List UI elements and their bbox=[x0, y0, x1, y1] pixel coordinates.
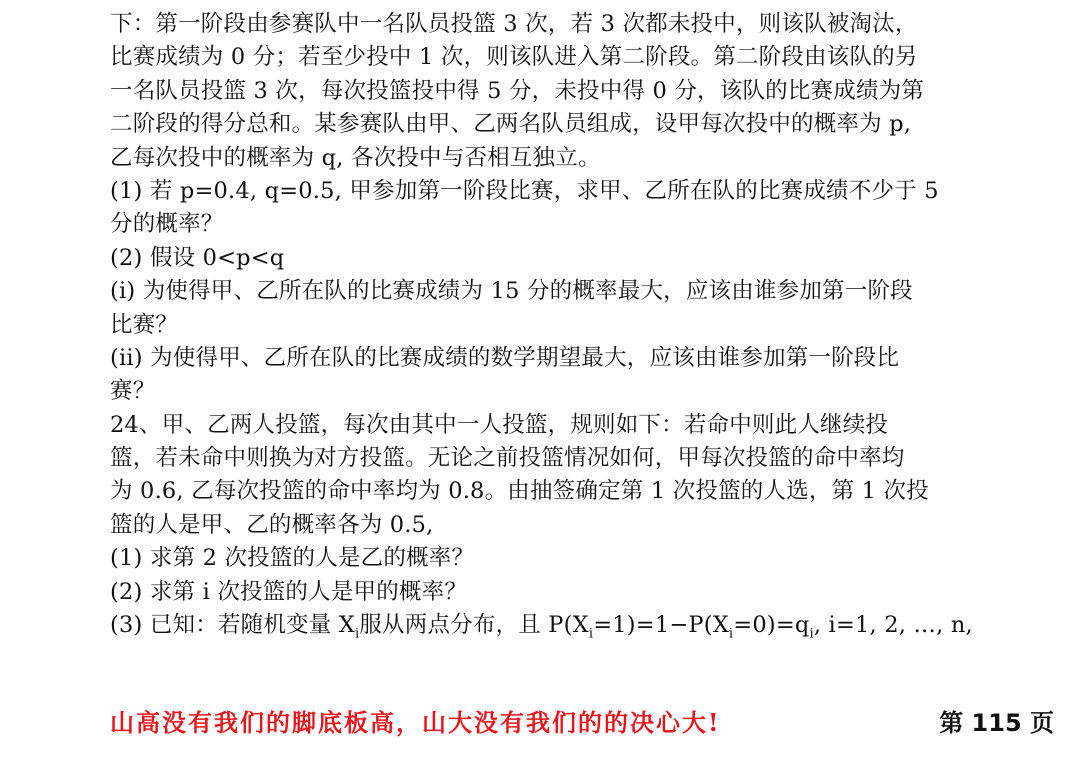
text-line: (ii) 为使得甲、乙所在队的比赛成绩的数学期望最大，应该由谁参加第一阶段比 bbox=[110, 344, 900, 371]
text-line: 一名队员投篮 3 次，每次投篮投中得 5 分，未投中得 0 分，该队的比赛成绩为第 bbox=[110, 77, 925, 104]
text-line: (i) 为使得甲、乙所在队的比赛成绩为 15 分的概率最大，应该由谁参加第一阶段 bbox=[110, 278, 913, 305]
page-number: 第 115 页 bbox=[939, 709, 1054, 737]
formula-subscript: i bbox=[728, 626, 734, 642]
text-line: (2) 假设 0<p<q bbox=[110, 244, 285, 271]
formula-part: , i=1, 2, …, n, bbox=[813, 612, 973, 639]
page-footer bbox=[110, 703, 1062, 743]
text-line: 篮的人是甲、乙的概率各为 0.5, bbox=[110, 511, 434, 538]
text-line: 24、甲、乙两人投篮，每次由其中一人投篮，规则如下：若命中则此人继续投 bbox=[110, 411, 889, 438]
formula-subscript: i bbox=[588, 626, 594, 642]
formula-subscript: i bbox=[809, 626, 814, 642]
text-line: 为 0.6, 乙每次投篮的命中率均为 0.8。由抽签确定第 1 次投篮的人选，第 1 次投 bbox=[110, 478, 929, 505]
text-line: 下：第一阶段由参赛队中一名队员投篮 3 次，若 3 次都未投中，则该队被淘汰， bbox=[110, 11, 918, 37]
text-line: (1) 求第 2 次投篮的人是乙的概率？ bbox=[110, 545, 475, 572]
document-body bbox=[110, 8, 1062, 642]
text-line: 乙每次投中的概率为 q, 各次投中与否相互独立。 bbox=[110, 144, 601, 171]
formula-part: =0)=q bbox=[733, 612, 810, 639]
text-line: 分的概率？ bbox=[110, 211, 224, 238]
text-line: 比赛？ bbox=[110, 311, 179, 338]
formula-part: 服从两点分布，且 P(X bbox=[359, 612, 589, 639]
text-line: (2) 求第 i 次投篮的人是甲的概率？ bbox=[110, 578, 468, 605]
text-line: 比赛成绩为 0 分；若至少投中 1 次，则该队进入第二阶段。第二阶段由该队的另 bbox=[110, 44, 918, 71]
formula-part: =1)=1−P(X bbox=[593, 612, 729, 639]
footer-motto: 山高没有我们的脚底板高，山大没有我们的的决心大! bbox=[110, 708, 721, 737]
formula-part: (3) 已知：若随机变量 X bbox=[110, 612, 355, 639]
text-line: 赛？ bbox=[110, 378, 156, 405]
text-line-formula bbox=[110, 609, 1062, 642]
text-line: 二阶段的得分总和。某参赛队由甲、乙两名队员组成，设甲每次投中的概率为 p, bbox=[110, 111, 912, 138]
text-line: (1) 若 p=0.4, q=0.5, 甲参加第一阶段比赛，求甲、乙所在队的比赛成绩不少于 5 bbox=[110, 177, 939, 204]
text-line: 篮，若未命中则换为对方投篮。无论之前投篮情况如何，甲每次投篮的命中率均 bbox=[110, 445, 905, 472]
formula-subscript: i bbox=[355, 626, 360, 642]
